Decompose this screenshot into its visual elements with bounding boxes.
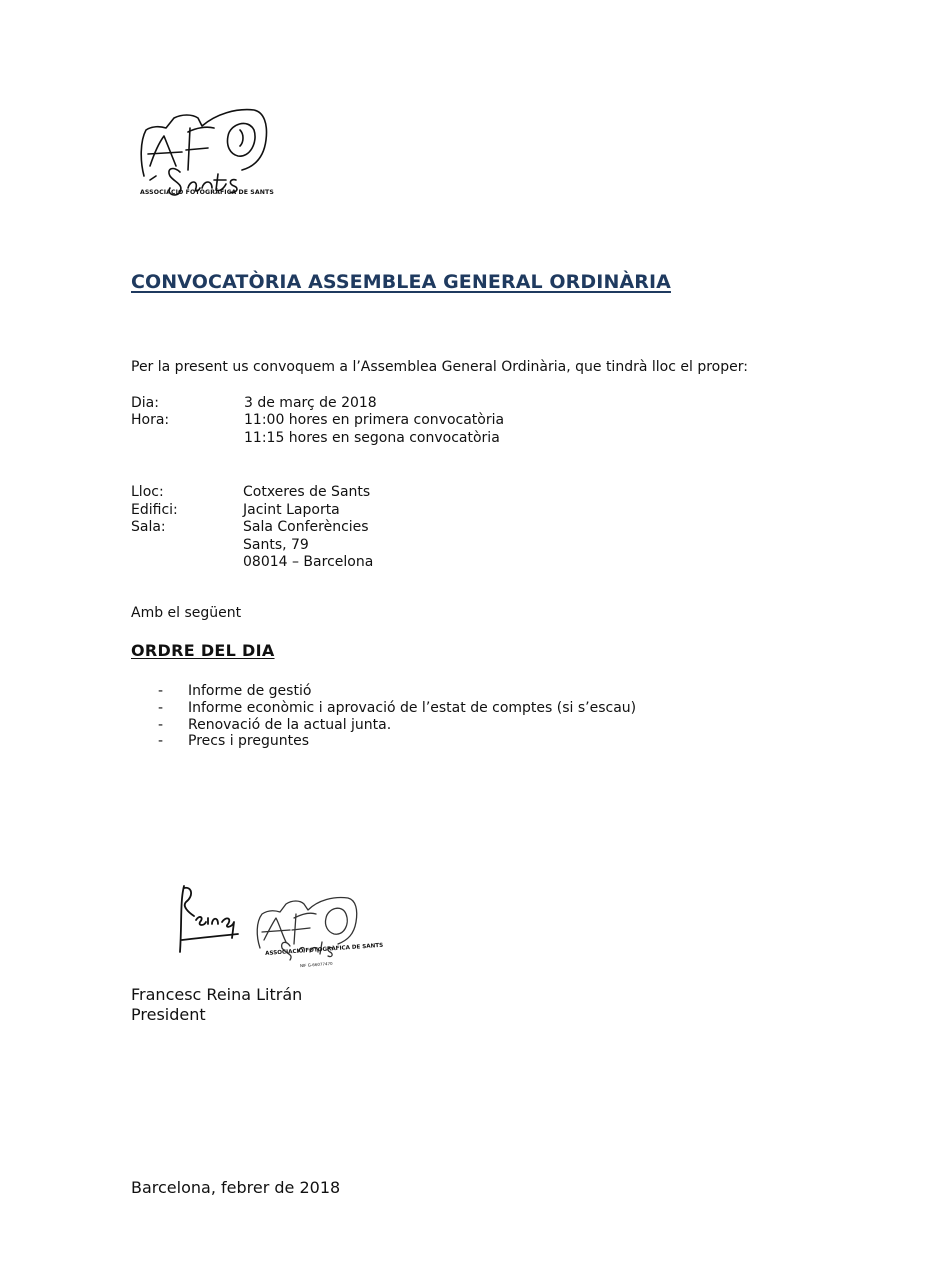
agenda-title: ORDRE DEL DIA bbox=[131, 641, 275, 660]
building-value: Jacint Laporta bbox=[243, 502, 340, 518]
room-value: Sala Conferències bbox=[243, 519, 369, 535]
agenda-bullet: - bbox=[158, 733, 164, 749]
room-label: Sala: bbox=[131, 519, 166, 535]
stamp-caption: ASSOCIACIÓ FOTOGRÀFICA DE SANTS bbox=[265, 942, 384, 957]
signer-role: President bbox=[131, 1005, 206, 1024]
place-label: Lloc: bbox=[131, 484, 164, 500]
time-second-call: 11:15 hores en segona convocatòria bbox=[244, 430, 500, 446]
agenda-bullet: - bbox=[158, 700, 164, 716]
agenda-item: Informe econòmic i aprovació de l’estat de comptes (si s’escau) bbox=[188, 700, 637, 716]
date-line: Barcelona, febrer de 2018 bbox=[131, 1178, 341, 1197]
intro-paragraph: Per la present us convoquem a l’Assemblea General Ordinària, que tindrà lloc el proper: bbox=[131, 359, 748, 375]
address-line-2: 08014 – Barcelona bbox=[243, 554, 374, 570]
address-line-1: Sants, 79 bbox=[243, 537, 309, 553]
time-first-call: 11:00 hores en primera convocatòria bbox=[244, 412, 505, 428]
place-value: Cotxeres de Sants bbox=[243, 484, 371, 500]
time-label: Hora: bbox=[131, 412, 170, 428]
agenda-item: Renovació de la actual junta. bbox=[188, 717, 392, 733]
document-title: CONVOCATÒRIA ASSEMBLEA GENERAL ORDINÀRIA bbox=[131, 271, 671, 293]
day-label: Dia: bbox=[131, 395, 159, 411]
association-stamp bbox=[252, 890, 364, 974]
agenda-item: Informe de gestió bbox=[188, 683, 312, 699]
handwritten-signature bbox=[174, 882, 244, 960]
day-value: 3 de març de 2018 bbox=[244, 395, 377, 411]
logo-caption: ASSOCIACIÓ FOTOGRÀFICA DE SANTS bbox=[140, 189, 274, 196]
stamp-sub-caption: NIF G-66077470 bbox=[299, 960, 333, 969]
signer-name: Francesc Reina Litrán bbox=[131, 985, 303, 1004]
building-label: Edifici: bbox=[131, 502, 178, 518]
agenda-bullet: - bbox=[158, 683, 164, 699]
following-text: Amb el següent bbox=[131, 605, 242, 621]
agenda-bullet: - bbox=[158, 717, 164, 733]
agenda-item: Precs i preguntes bbox=[188, 733, 310, 749]
